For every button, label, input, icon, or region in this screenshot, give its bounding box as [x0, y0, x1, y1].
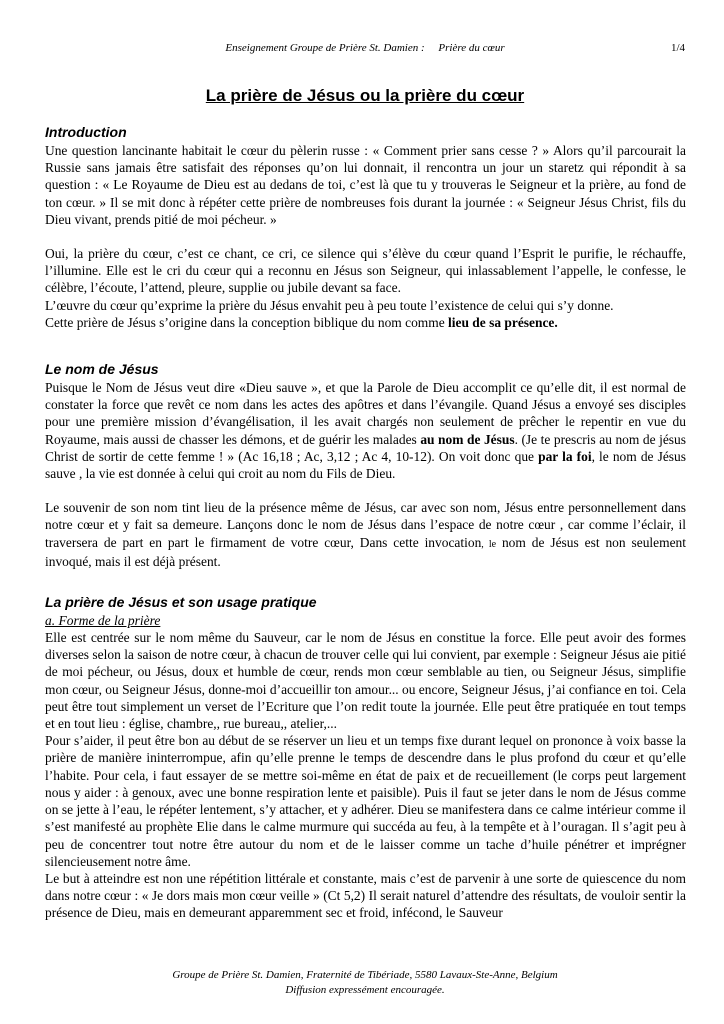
paragraph: Pour s’aider, il peut être bon au début de se réserver un lieu et un temps fixe durant lequel on prononce à voix basse la prière de manière ininterrompue, afin qu’elle prenne le temps de descendre dans le plus profond du cœur et qu’elle l’habite. Pour cela, i faut essayer de se mettre soi-même en état de paix et de recueillement (le corps peut largement nous y aider : à genoux, avec une bonne respiration lente et paisible). Puis il faut se jeter dans le nom de Jésus comme on se jette à l’eau, le répéter lentement, s’y attacher, et y adhérer. Dieu se manifestera dans ce calme intérieur comme il s’est manifesté au prophète Elie dans le calme murmure qui succéda au feu, à la tempête et à l’ouragan. Il s’agit peu à peu de concentrer tout notre être autour du nom et de le laisser comme un tache d’huile pénétrer et imprégner silencieusement notre âme.: [45, 733, 686, 869]
footer-note: Diffusion expressément encouragée.: [285, 984, 445, 996]
bold-text: par la foi: [538, 448, 592, 464]
section-heading-introduction: Introduction: [45, 124, 127, 140]
paragraph: Le but à atteindre est non une répétition littérale et constante, mais c’est de parvenir à une sorte de quiescence du nom dans notre cœur : « Je dors mais mon cœur veille » (Ct 5,2) Il serait naturel d’attendre des résultats, de vouloir sentir la présence de Dieu, mais en demeurant apparemment sec et froid, infécond, le Sauveur: [45, 870, 686, 921]
header-right: Prière du cœur: [438, 42, 505, 54]
text-run: . (Je te prescris au nom de jésus Christ de sortir de cette femme ! » (Ac 16,18 ; Ac, 3,12 ; Ac 4, 10-12). On voit donc que: [45, 431, 686, 464]
header-left: Enseignement Groupe de Prière St. Damien :: [225, 42, 425, 54]
paragraph: Oui, la prière du cœur, c’est ce chant, ce cri, ce silence qui s’élève du cœur quand l’Esprit le purifie, le réchauffe, l’illumine. Elle est le cri du cœur qui a reconnu en Jésus son Seigneur, qui inlassablement l’appelle, le confesse, le célèbre, l’écoute, l’attend, pleure, supplie ou jubile devant sa face.: [45, 246, 686, 296]
paragraph: Elle est centrée sur le nom même du Sauveur, car le nom de Jésus en constitue la force. Elle peut avoir des formes diverses selon la saison de notre cœur, à chacun de trouver celle qui lui convient, par exemple : Seigneur Jésus aie pitié de moi pécheur, ou Jésus, doux et humble de cœur, rends mon cœur semblable au tien, ou Seigneur Jésus, simplifie mon cœur, ou Seigneur Jésus, donne-moi d’accueillir ton amour... ou encore, Seigneur Jésus, j’ai confiance en toi. Cela peut être tout simplement un verset de l’Ecriture que l’on redit toute la journée. Elle peut être pratiquée en tout temps et en tout lieu : église, chambre,, rue bureau,, atelier,...: [45, 630, 686, 732]
section-heading-usage: La prière de Jésus et son usage pratique: [45, 594, 317, 611]
page-title: La prière de Jésus ou la prière du cœur: [205, 86, 525, 105]
text-run: Cette prière de Jésus s’origine dans la conception biblique du nom comme: [45, 314, 449, 330]
page-header: [45, 42, 685, 58]
section-heading-nom: Le nom de Jésus: [45, 361, 159, 378]
paragraph: [45, 499, 686, 570]
text-run: Puisque le Nom de Jésus veut dire «Dieu sauve », et que la Parole de Dieu accomplit ce qu’elle dit, il est normal de constater la force que revêt ce nom dans les actes des apôtres et dans l’évangile. Quand Jésus a envoyé ses disciples pour une première mission d’évangélisation, il les avait chargés non seulement de prêcher le repentir en vue du Royaume, mais aussi de chasser les démons, et de guérir les malades: [45, 380, 686, 447]
footer-address: Groupe de Prière St. Damien, Fraternité de Tibériade, 5580 Lavaux-Ste-Anne, Belgium: [172, 969, 558, 981]
subsection-heading: a. Forme de la prière: [45, 613, 161, 629]
header-title: [45, 42, 685, 54]
paragraph: Une question lancinante habitait le cœur du pèlerin russe : « Comment prier sans cesse ? » Alors qu’il parcourait la Russie sans jamais être satisfait des réponses qu’on lui donnait, il rencontra un jour un staretz qui répondit à sa question : « Le Royaume de Dieu est au dedans de toi, c’est là que tu y trouveras le Seigneur et la prière, au fond de ton cœur. » Il se mit donc à répéter cette prière de nombreuses fois durant la journée : « Seigneur Jésus Christ, fils du Dieu vivant, prends pitié de moi pécheur. »: [45, 143, 686, 227]
text-run: , le nom de Jésus sauve , la vie est donnée à celui qui croit au nom du Fils de Dieu.: [45, 448, 686, 482]
text-run: nom de Jésus est non seulement invoqué, mais il est déjà présent.: [45, 534, 686, 569]
small-text: , le: [481, 538, 497, 550]
document-body: [45, 122, 686, 922]
bold-text: au nom de Jésus: [420, 431, 515, 447]
page-number: 1/4: [670, 42, 685, 54]
paragraph: [45, 314, 686, 331]
page-footer: [45, 968, 685, 998]
bold-text: lieu de sa présence.: [448, 314, 558, 330]
paragraph: [45, 379, 686, 482]
text-run: Le souvenir de son nom tint lieu de la présence même de Jésus, car avec son nom, Jésus entre personnellement dans notre cœur et y fait sa demeure. Lançons donc le nom de Jésus dans l’espace de notre cœur , car comme l’éclair, il traversera de part en part le firmament de votre cœur, Dans cette invocation: [45, 500, 686, 550]
paragraph: L’œuvre du cœur qu’exprime la prière du Jésus envahit peu à peu toute l’existence de celui qui s’y donne.: [45, 297, 614, 313]
